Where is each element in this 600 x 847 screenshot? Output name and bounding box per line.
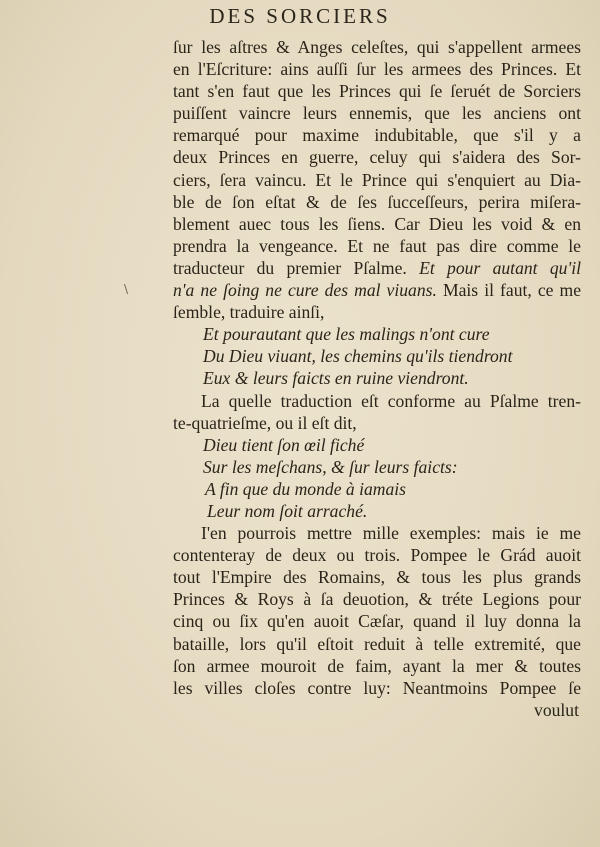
text-line: deux Princes en guerre, celuy qui s'aidera des Sor- [173,147,581,168]
text-line: bataille, lors qu'il eſtoit reduit à telle extremité, que [173,633,581,654]
text-line: tant s'en faut que les Princes qui ſe ſeruét de Sorciers [173,81,581,102]
text-roman: traducteur du premier Pſalme. [173,257,407,278]
text-line: ble de ſon eſtat & de ſes ſucceſſeurs, perira miſera- [173,191,581,212]
text-line: I'en pourrois mettre mille exemples: mais ie me [201,523,581,544]
verse-line: Leur nom ſoit arraché. [207,500,368,521]
margin-mark: \ [124,282,129,296]
text-line: ſemble, traduire ainſi, [173,302,325,323]
text-line-mixed [173,257,581,279]
text-line: en l'Eſcriture: ains auſſi ſur les armees des Princes. Et [173,59,581,80]
text-line: te-quatrieſme, ou il eſt dit, [173,412,357,433]
text-line: remarqué pour maxime indubitable, que s'il y a [173,125,581,146]
verse-line: Dieu tient ſon œil fiché [203,434,365,455]
body-text [173,36,581,721]
text-line: tout l'Empire des Romains, & tous les plus grands [173,567,581,588]
text-line: ciers, ſera vaincu. Et le Prince qui s'enquiert au Dia- [173,169,581,190]
catchword: voulut [534,699,579,720]
verse-line: A fin que du monde à iamais [205,478,407,499]
text-line: les villes cloſes contre luy: Neantmoins Pompee ſe [173,677,581,698]
text-italic: Et pour autant qu'il [419,257,581,278]
text-line: ſur les aſtres & Anges celeſtes, qui s'appellent armees [173,37,581,57]
verse-line: Et pourautant que les malings n'ont cure [203,324,490,345]
text-line-mixed [173,279,581,301]
verse-line: Sur les meſchans, & ſur leurs faicts: [203,456,458,477]
text-line: ſon armee mouroit de faim, ayant la mer & toutes [173,655,581,676]
verse-line: Eux & leurs faicts en ruine viendront. [203,368,469,389]
verse-line: Du Dieu viuant, les chemins qu'ils tiendront [203,346,513,367]
text-line: cinq ou ſix qu'en auoit Cæſar, quand il luy donna la [173,611,581,632]
text-line: prendra la vengeance. Et ne faut pas dire comme le [173,235,581,256]
text-line: La quelle traduction eſt conforme au Pſalme tren- [201,390,581,411]
text-line: Princes & Roys à ſa deuotion, & tréte Legions pour [173,589,581,610]
text-line: contenteray de deux ou trois. Pompee le Grád auoit [173,545,581,566]
text-roman: Mais il faut, ce me [442,280,582,301]
text-italic: n'a ne ſoing ne cure des mal viuans. [173,280,437,301]
running-head: DES SORCIERS [209,4,391,28]
text-line: blement auec tous les ſiens. Car Dieu les void & en [173,213,581,234]
text-line: puiſſent vaincre leurs ennemis, que les anciens ont [173,103,581,124]
